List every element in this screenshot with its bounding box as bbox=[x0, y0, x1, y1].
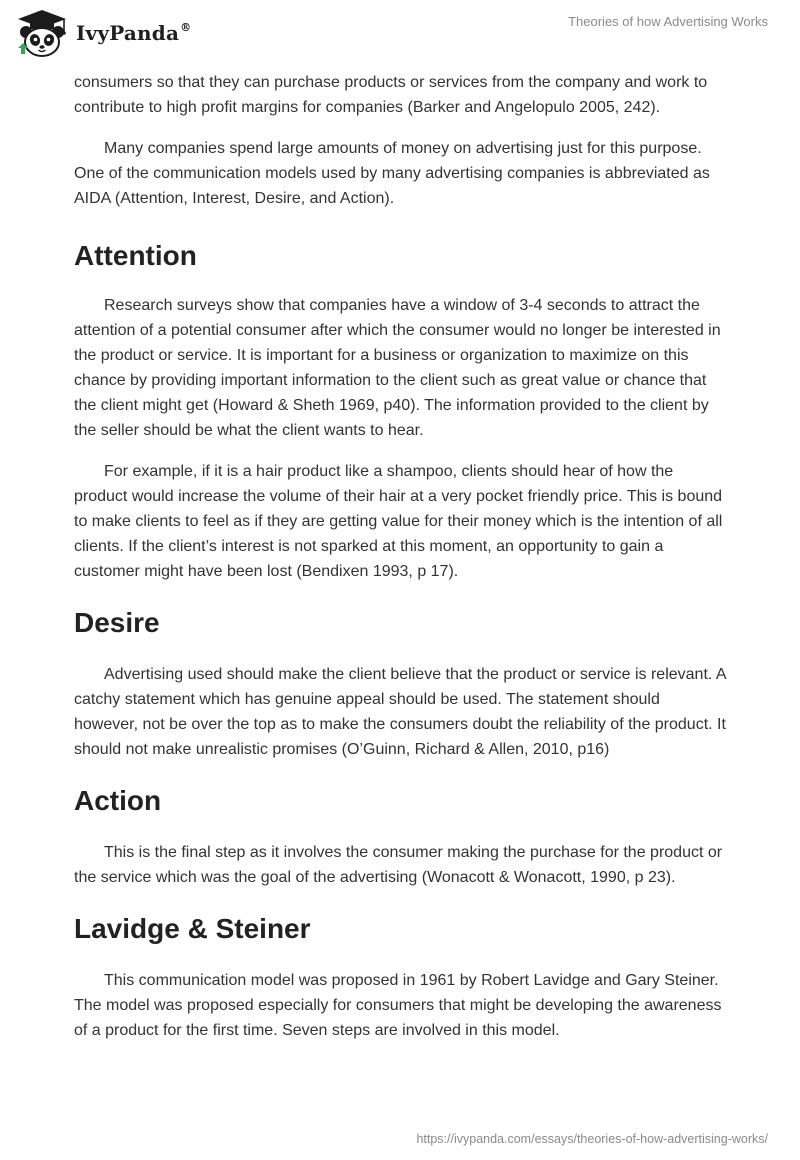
paragraph-action-1: This is the final step as it involves the consumer making the purchase for the product or the service which was the goal of the advertising (Wonacott & Wonacott, 1990, p 23). bbox=[74, 844, 723, 886]
essay-content bbox=[74, 70, 726, 1043]
page-header bbox=[0, 0, 800, 68]
paragraph-intro-aida: Many companies spend large amounts of money on advertising just for this purpose. One of the communication models used by many advertising companies is abbreviated as AIDA (Attention, Interest, Desire, and Action). bbox=[74, 140, 710, 207]
brand-logo[interactable] bbox=[14, 8, 191, 58]
source-url-link[interactable]: https://ivypanda.com/essays/theories-of-how-advertising-works/ bbox=[416, 1132, 768, 1146]
paragraph-intro-continued: consumers so that they can purchase products or services from the company and work to contribute to high profit margins for companies (Barker and Angelopulo 2005, 242). bbox=[74, 74, 708, 116]
heading-lavidge-steiner: Lavidge & Steiner bbox=[74, 913, 311, 944]
registered-mark: ® bbox=[180, 21, 192, 34]
paragraph-lavidge-1: This communication model was proposed in 1961 by Robert Lavidge and Gary Steiner. The model was proposed especially for consumers that might be developing the awareness of a product for the first time. Seven steps are involved in this model. bbox=[74, 972, 722, 1039]
heading-action: Action bbox=[74, 785, 162, 816]
brand-name bbox=[76, 21, 191, 45]
heading-attention: Attention bbox=[74, 240, 197, 271]
panda-graduate-icon bbox=[14, 8, 70, 58]
paragraph-attention-1: Research surveys show that companies have a window of 3-4 seconds to attract the attention of a potential consumer after which the consumer would no longer be interested in the product or service. It is important for a business or organization to maximize on this chance by providing important information to the client such as great value or chance that the client might get (Howard & Sheth 1969, p40). The information provided to the client by the seller should be what the client wants to hear. bbox=[74, 297, 721, 439]
brand-name-text: IvyPanda bbox=[76, 21, 180, 45]
paragraph-attention-2: For example, if it is a hair product like a shampoo, clients should hear of how the product would increase the volume of their hair at a very pocket friendly price. This is bound to make clients to feel as if they are getting value for their money which is the intention of all clients. If the client’s interest is not sparked at this moment, an opportunity to gain a customer might have been lost (Bendixen 1993, p 17). bbox=[74, 463, 723, 580]
document-title: Theories of how Advertising Works bbox=[568, 14, 768, 29]
heading-desire: Desire bbox=[74, 607, 160, 638]
paragraph-desire-1: Advertising used should make the client believe that the product or service is relevant. A catchy statement which has genuine appeal should be used. The statement should however, not be over the top as to make the consumers doubt the reliability of the product. It should not make unrealistic promises (O’Guinn, Richard & Allen, 2010, p16) bbox=[74, 666, 726, 758]
